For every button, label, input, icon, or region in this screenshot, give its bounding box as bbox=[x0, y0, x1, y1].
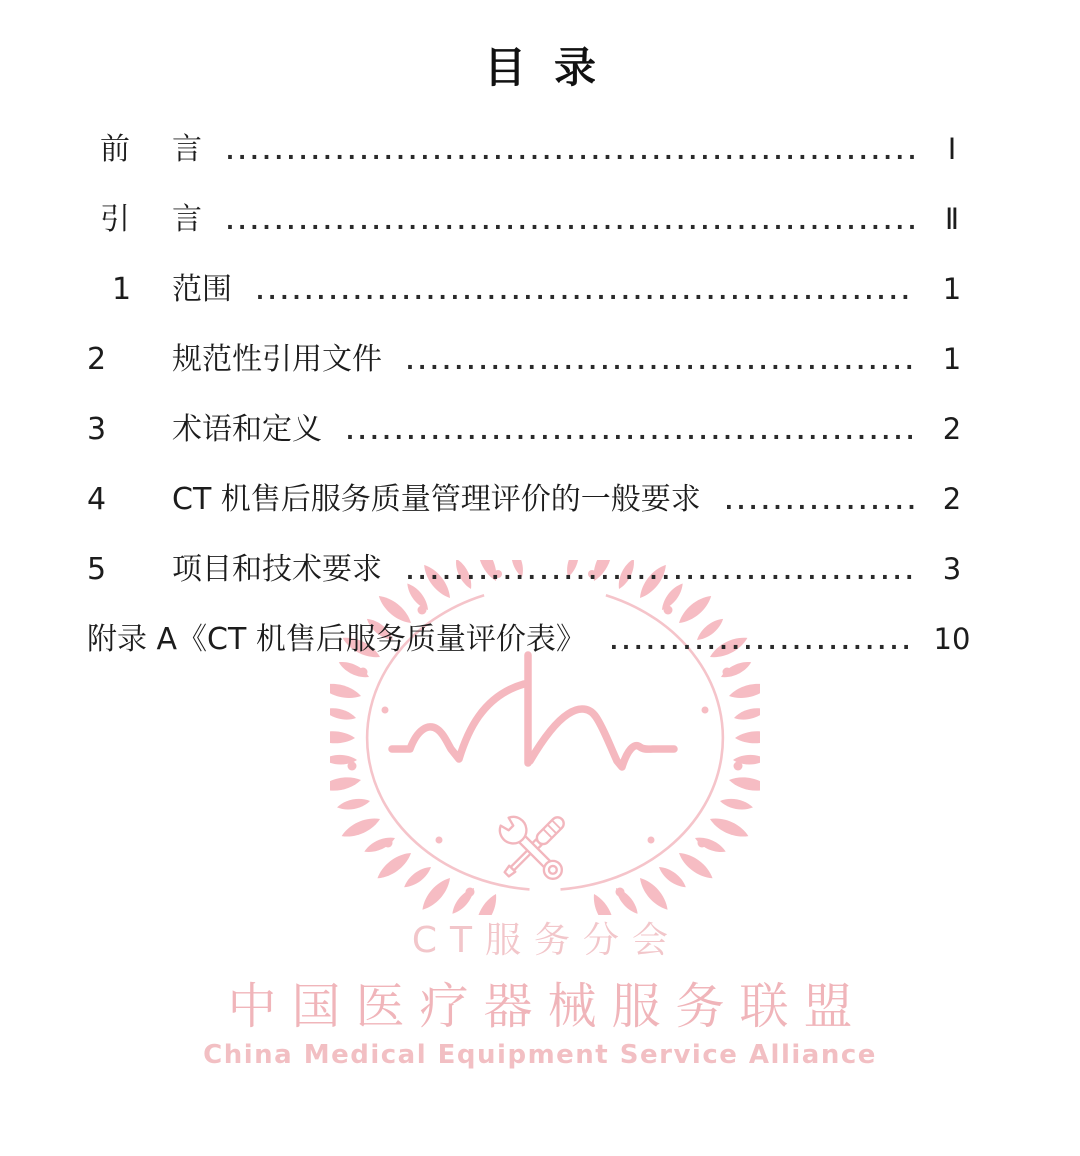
toc-entry-title: 范围 bbox=[172, 272, 232, 307]
dot-leader bbox=[406, 560, 914, 584]
toc-entry-title: 规范性引用文件 bbox=[172, 342, 382, 377]
toc-entry-number: 2 bbox=[87, 342, 107, 377]
dot-leader bbox=[226, 140, 914, 164]
toc-entry-number: 3 bbox=[87, 412, 107, 447]
toc-entry-title: 言 bbox=[172, 132, 202, 167]
toc-page-number: 1 bbox=[942, 342, 962, 376]
toc-entry-title: 项目和技术要求 bbox=[172, 552, 382, 587]
toc-entry-number: 前 bbox=[100, 132, 130, 167]
toc-page-number: 10 bbox=[933, 622, 971, 656]
toc-page-number: Ⅱ bbox=[944, 202, 960, 236]
toc-entry-number: 引 bbox=[100, 202, 130, 237]
toc-page-number: 2 bbox=[942, 412, 962, 446]
toc-row bbox=[0, 595, 1080, 665]
dot-leader bbox=[610, 630, 914, 654]
toc-page-number: 3 bbox=[942, 552, 962, 586]
dot-leader bbox=[406, 350, 914, 374]
toc-page-number: 1 bbox=[942, 272, 962, 306]
toc-entry-title: 《CT 机售后服务质量评价表》 bbox=[177, 622, 586, 657]
toc-entry-number: 附录 A bbox=[87, 622, 178, 657]
toc-entry-title: 术语和定义 bbox=[172, 412, 322, 447]
dot-leader bbox=[226, 210, 914, 234]
dot-leader bbox=[346, 420, 914, 444]
toc-row bbox=[0, 385, 1080, 455]
watermark-alliance-name-cn: 中国医疗器械服务联盟 bbox=[227, 978, 868, 1035]
page-title: 目录 bbox=[483, 43, 624, 92]
toc-entry-number: 5 bbox=[87, 552, 107, 587]
toc-page-number: Ⅰ bbox=[947, 132, 957, 166]
toc-entry-number: 4 bbox=[87, 482, 107, 517]
toc-entry-title: CT 机售后服务质量管理评价的一般要求 bbox=[172, 482, 701, 517]
toc-row bbox=[0, 315, 1080, 385]
toc-entry-title: 言 bbox=[172, 202, 202, 237]
table-of-contents bbox=[0, 105, 1080, 665]
crossed-tools-icon bbox=[495, 812, 568, 885]
toc-row bbox=[0, 245, 1080, 315]
watermark-branch-name: CT服务分会 bbox=[411, 920, 682, 961]
watermark-alliance-name-en: China Medical Equipment Service Alliance bbox=[203, 1040, 877, 1070]
dot-leader bbox=[725, 490, 914, 514]
toc-row bbox=[0, 105, 1080, 175]
ekg-heartbeat-icon bbox=[392, 655, 674, 767]
toc-row bbox=[0, 525, 1080, 595]
toc-entry-number: 1 bbox=[112, 272, 132, 307]
toc-row bbox=[0, 175, 1080, 245]
toc-page-number: 2 bbox=[942, 482, 962, 516]
toc-row bbox=[0, 455, 1080, 525]
dot-leader bbox=[256, 280, 914, 304]
